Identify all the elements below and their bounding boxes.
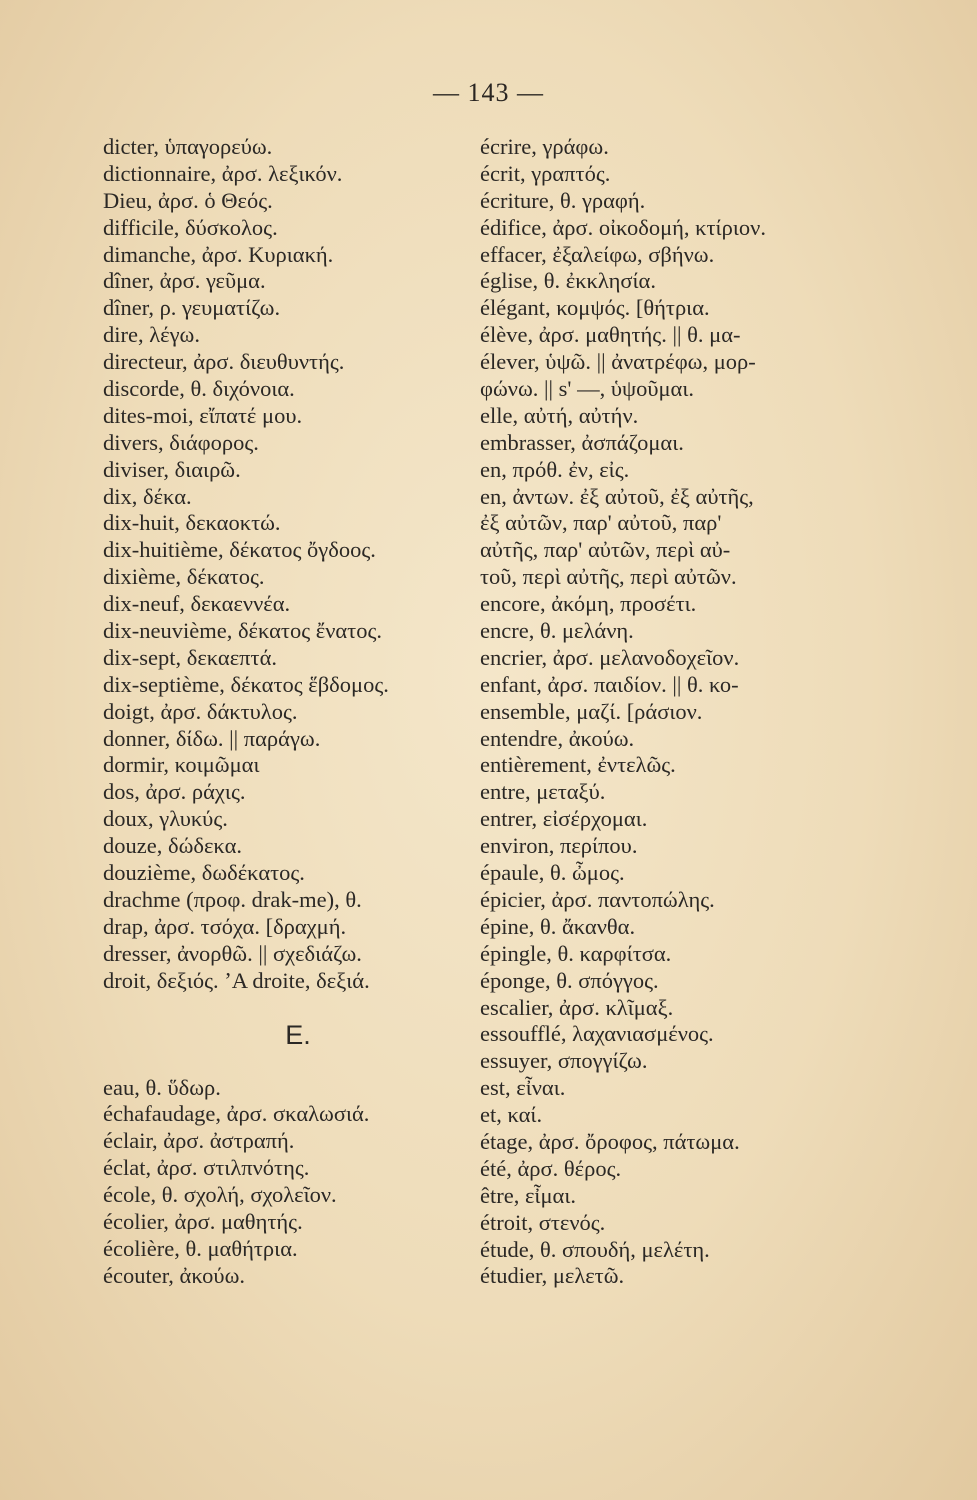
dictionary-entry: épine, θ. ἄκανθα.	[480, 913, 636, 939]
dictionary-entry: éclair, ἀρσ. ἀστραπή.	[103, 1128, 295, 1154]
dictionary-entry: ἐξ αὐτῶν, παρ' αὐτοῦ, παρ'	[480, 510, 722, 536]
dictionary-entry: épicier, ἀρσ. παντοπώλης.	[480, 886, 715, 912]
dictionary-entry: douzième, δωδέκατος.	[103, 860, 305, 886]
dictionary-entry: droit, δεξιός. ʼA droite, δεξιά.	[103, 967, 370, 993]
dictionary-entry: discorde, θ. διχόνοια.	[103, 376, 295, 402]
right-column	[480, 134, 840, 1290]
dictionary-entry: est, εἶναι.	[480, 1075, 566, 1101]
dictionary-entry: τοῦ, περὶ αὐτῆς, περὶ αὐτῶν.	[480, 564, 737, 590]
dictionary-entry: écouter, ἀκούω.	[103, 1262, 246, 1288]
dictionary-entry: dîner, ρ. γευματίζω.	[103, 295, 281, 321]
dictionary-entry: étude, θ. σπουδή, μελέτη.	[480, 1236, 710, 1262]
dictionary-entry: écrit, γραπτός.	[480, 160, 611, 186]
dictionary-entry: dix-sept, δεκαεπτά.	[103, 644, 277, 670]
dictionary-entry: dormir, κοιμῶμαι	[103, 752, 260, 778]
dictionary-entry: école, θ. σχολή, σχολεῖον.	[103, 1182, 337, 1208]
dictionary-entry: élégant, κομψός. [θήτρια.	[480, 295, 710, 321]
dictionary-entry: dimanche, ἀρσ. Κυριακή.	[103, 241, 334, 267]
dictionary-entry: doux, γλυκύς.	[103, 806, 228, 832]
dictionary-entry: être, εἶμαι.	[480, 1182, 576, 1208]
dictionary-entry: entendre, ἀκούω.	[480, 725, 635, 751]
dictionary-entry: enfant, ἀρσ. παιδίον. || θ. κο-	[480, 671, 739, 697]
dictionary-entry: divers, διάφορος.	[103, 429, 259, 455]
dictionary-entry: directeur, ἀρσ. διευθυντής.	[103, 349, 345, 375]
section-letter: E.	[285, 1019, 311, 1050]
dictionary-entry: église, θ. ἐκκλησία.	[480, 268, 656, 294]
dictionary-entry: elle, αὐτή, αὐτήν.	[480, 402, 639, 428]
dictionary-entry: dos, ἀρσ. ράχις.	[103, 779, 246, 805]
page-number: — 143 —	[433, 78, 544, 107]
dictionary-entry: escalier, ἀρσ. κλῖμαξ.	[480, 994, 674, 1020]
dictionary-entry: étudier, μελετῶ.	[480, 1263, 625, 1289]
dictionary-entry: donner, δίδω. || παράγω.	[103, 725, 321, 751]
dictionary-entry: douze, δώδεκα.	[103, 833, 242, 859]
dictionary-entry: αὐτῆς, παρ' αὐτῶν, περὶ αὐ-	[480, 537, 731, 563]
dictionary-entry: entre, μεταξύ.	[480, 779, 606, 805]
dictionary-entry: doigt, ἀρσ. δάκτυλος.	[103, 698, 298, 724]
dictionary-entry: entièrement, ἐντελῶς.	[480, 752, 676, 778]
dictionary-entry: étroit, στενός.	[480, 1209, 606, 1235]
dictionary-entry: embrasser, ἀσπάζομαι.	[480, 429, 684, 455]
dictionary-entry: drap, ἀρσ. τσόχα. [δραχμή.	[103, 913, 347, 939]
dictionary-entry: éclat, ἀρσ. στιλπνότης.	[103, 1155, 310, 1181]
dictionary-entry: φώνω. || s' —, ὑψοῦμαι.	[480, 376, 694, 402]
dictionary-entry: éponge, θ. σπόγγος.	[480, 967, 659, 993]
dictionary-entry: écolier, ἀρσ. μαθητής.	[103, 1208, 303, 1234]
dictionary-entry: écolière, θ. μαθήτρια.	[103, 1235, 298, 1261]
dictionary-entry: ensemble, μαζί. [ράσιον.	[480, 698, 703, 724]
dictionary-entry: élever, ὑψῶ. || ἀνατρέφω, μορ-	[480, 349, 756, 375]
dictionary-entry: écrire, γράφω.	[480, 134, 609, 159]
dictionary-entry: dites-moi, εἴπατέ μου.	[103, 402, 303, 428]
dictionary-entry: en, πρόθ. ἐν, εἰς.	[480, 456, 630, 482]
dictionary-entry: eau, θ. ὕδωρ.	[103, 1074, 221, 1100]
dictionary-entry: entrer, εἰσέρχομαι.	[480, 806, 648, 832]
dictionary-entry: et, καί.	[480, 1102, 543, 1128]
dictionary-entry: épaule, θ. ὦμος.	[480, 860, 625, 886]
dictionary-entry: dix-septième, δέκατος ἕβδομος.	[103, 671, 389, 697]
dictionary-entry: dix-huitième, δέκατος ὄγδοος.	[103, 537, 376, 563]
dictionary-entry: effacer, ἐξαλείφω, σβήνω.	[480, 241, 715, 267]
left-column	[103, 134, 473, 1290]
dictionary-entry: encre, θ. μελάνη.	[480, 618, 634, 644]
dictionary-entry: encrier, ἀρσ. μελανοδοχεῖον.	[480, 644, 740, 670]
dictionary-entry: dîner, ἀρσ. γεῦμα.	[103, 268, 266, 294]
dictionary-entry: essoufflé, λαχανιασμένος.	[480, 1021, 714, 1047]
dictionary-entry: difficile, δύσκολος.	[103, 214, 278, 240]
dictionary-entry: dire, λέγω.	[103, 322, 200, 348]
dictionary-entry: dix, δέκα.	[103, 483, 192, 509]
dictionary-entry: édifice, ἀρσ. οἰκοδομή, κτίριον.	[480, 214, 766, 240]
dictionary-entry: en, ἀντων. ἐξ αὐτοῦ, ἐξ αὐτῆς,	[480, 483, 754, 509]
dictionary-entry: dicter, ὑπαγορεύω.	[103, 134, 273, 159]
dictionary-entry: dictionnaire, ἀρσ. λεξικόν.	[103, 160, 343, 186]
dictionary-entry: encore, ἀκόμη, προσέτι.	[480, 591, 697, 617]
dictionary-entry: dix-neuvième, δέκατος ἔνατος.	[103, 618, 382, 644]
dictionary-entry: environ, περίπου.	[480, 833, 638, 859]
dictionary-entry: été, ἀρσ. θέρος.	[480, 1155, 622, 1181]
dictionary-entry: essuyer, σπογγίζω.	[480, 1048, 648, 1074]
dictionary-entry: écriture, θ. γραφή.	[480, 187, 646, 213]
dictionary-entry: Dieu, ἀρσ. ὁ Θεός.	[103, 187, 273, 213]
dictionary-entry: dix-neuf, δεκαεννέα.	[103, 591, 291, 617]
dictionary-entry: dixième, δέκατος.	[103, 564, 265, 590]
dictionary-entry: dix-huit, δεκαοκτώ.	[103, 510, 281, 536]
dictionary-entry: épingle, θ. καρφίτσα.	[480, 940, 672, 966]
dictionary-entry: échafaudage, ἀρσ. σκαλωσιά.	[103, 1101, 370, 1127]
dictionary-entry: drachme (προφ. drak-me), θ.	[103, 886, 362, 912]
dictionary-entry: élève, ἀρσ. μαθητής. || θ. μα-	[480, 322, 741, 348]
dictionary-entry: diviser, διαιρῶ.	[103, 456, 241, 482]
dictionary-entry: étage, ἀρσ. ὄροφος, πάτωμα.	[480, 1128, 740, 1154]
dictionary-entry: dresser, ἀνορθῶ. || σχεδιάζω.	[103, 940, 362, 966]
